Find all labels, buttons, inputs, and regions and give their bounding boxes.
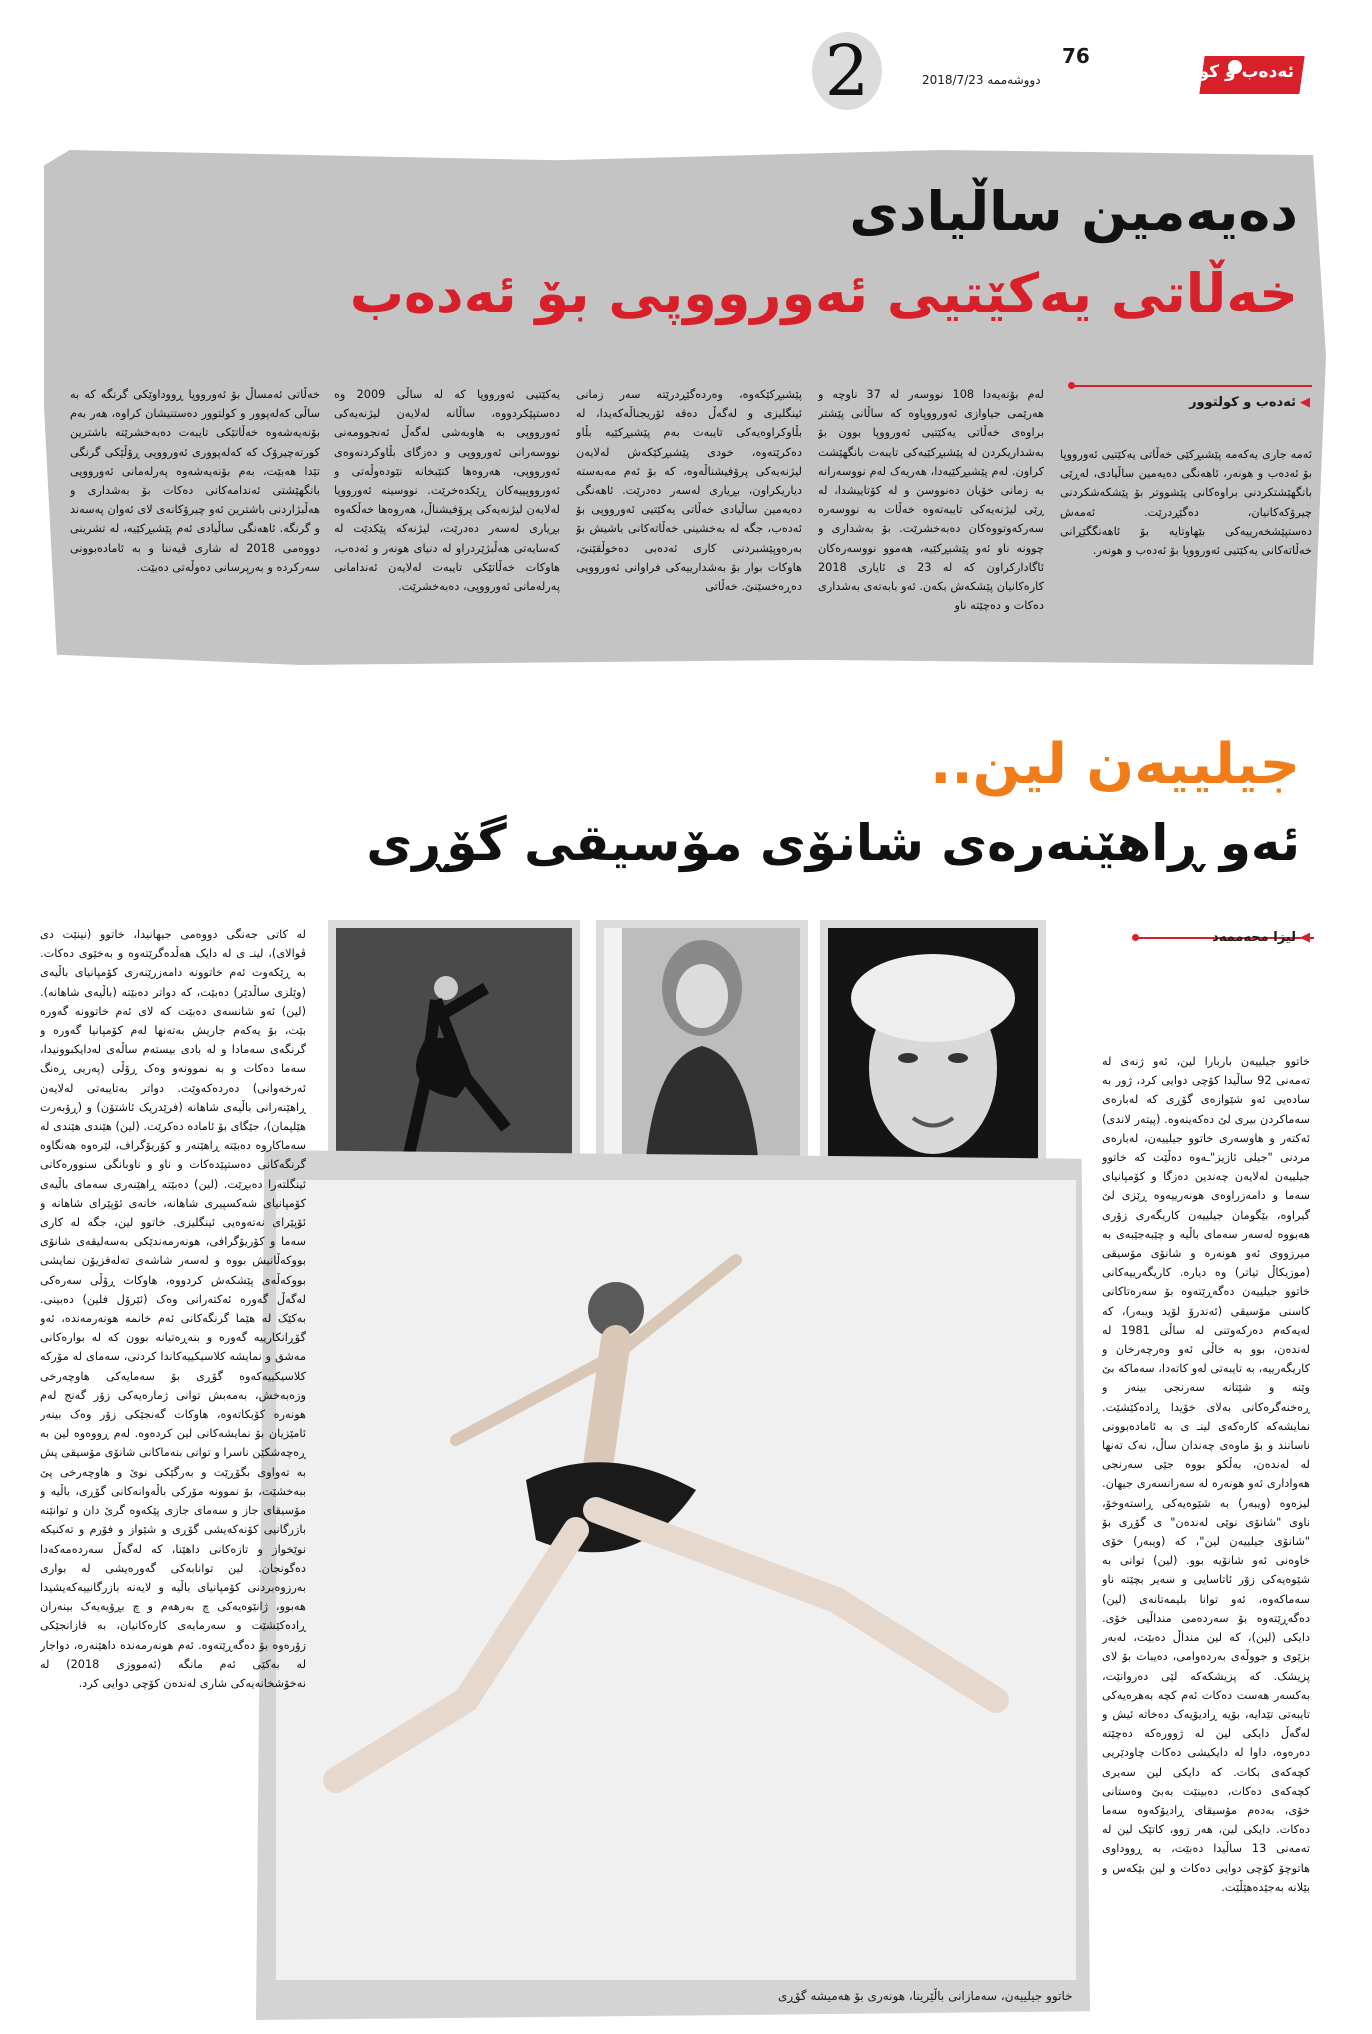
article1-column-1: ئەمە جاری یەکەمە پێشبڕکێی خەڵاتی یەکێتیی ئەورووپا بۆ ئەدەب و هونەر، ئاهەنگی دەیەمین ساڵیادی، لەڕێی بانگهێشتکردنی براوەکانی پێشووتر بۆ پێشکەشکردنی چیرۆکەکانیان، دەگێڕدرێت. ئەمەش دەستپێشخەرییەکی بێهاوتایە بۆ ئاهەنگگێڕانی خەڵاتەکانی یەکێتیی ئەورووپا بۆ ئەدەب و هونەر. xyxy=(1060,448,1312,558)
article1-column-3: پێشبڕکێکەوە، وەردەگێڕدرێتە سەر زمانی ئینگلیزی و لەگەڵ دەقە ئۆریجناڵەکەیدا، لە بڵاوکراوەیەکی تایبەت بەم پێشبڕکێیە بڵاو دەکرێتەوە، خودی پێشبڕکێکەش لەلایەن لیژنەیەکی پرۆفیشناڵەوە، کە بۆ ئەم مەبەستە دیاریکراون، بڕیاری لەسەر دەدرێت. ئاهەنگی دەیەمین ساڵیادی خەڵاتی یەکێتیی ئەورووپی بۆ ئەدەب، جگە لە بەخشینی خەڵاتەکانی باشیش بۆ بەرەوپێشبردنی کاری ئەدەبی دەخوڵقێنێ، هاوکات بوار بۆ بەشدارییەکی فراوانی ئەورووپی دەڕەخسێنێ. خەڵاتی xyxy=(576,388,802,594)
article1-byline-text: ئەدەب و کولتوور xyxy=(1189,395,1296,410)
woman-figure-icon xyxy=(604,928,800,1180)
dancer-photo-small xyxy=(336,928,572,1180)
article1-byline xyxy=(1189,395,1310,410)
article2-byline xyxy=(1212,930,1310,945)
byline-rule-dot-2 xyxy=(1132,934,1139,941)
byline-rule xyxy=(1072,385,1312,387)
article2-right-column: خاتوو جیلییەن باربارا لین، ئەو ژنەی لە تەمەنی 92 ساڵیدا کۆچی دوایی کرد، ژور بە سادەیی ئەو شێوازەی گۆڕی کە لەبارەی سەماکردن بیری لێ دەکەینەوە. (پیتەر لاندی) ئەکتەر و هاوسەری خاتوو جیلییەن، لەبارەی مردنی "جیلی ئازیز"ـەوە دەڵێت کە خاتوو جیلییەن لەلایەن چەندین دەزگا و کۆمپانیای سەما و دامەزراوەی هونەرییەوە ڕێزی لێ گیراوە، بێگومان جیلییەن کاریگەری زۆری هەبووە لەسەر سەمای باڵیە و چێبەجێبەی بە میرزووی ئەو هونەرە و شانۆی مۆسیقی (موزیکاڵ تیاتر) وە دیارە. کاریگەرییەکانی خاتوو جیلییەن دەگەڕێتەوە بۆ سەرەتاکانی کاسنی مۆسیقی (ئەندرۆ لۆید ویبەر)، کە لەیەکەم دەرکەوتنی لە ساڵی 1981 لە لەندەن، بوو بە خاڵی ئەو وەرچەرخان و کاریگەرییە، بە تایبەتی لەو کاتەدا، سەماکە بێ وێنە و شێتانە سەرنجی بینەر و ڕەخنەگرەکانی بەلای خۆیدا ڕادەکێشێت. نمایشەکە کارەکەی لینـ ی بە ئامادەبوونی ناسانند و بۆ ماوەی چەندان ساڵ، نەک تەنها لە لەندەن، بەڵکو بووە جێی سەرنجی هەواداری ئەو هونەرە لە سەرانسەری جیهان. لیزەوە (ویبەر) بە شێوەیەکی ڕاستەوخۆ، ناوی "شانۆی نوێی لەندەن" ی گۆڕی بۆ "شانۆی جیلییەن لین"، کە (ویبەر) خۆی خاوەنی ئەو شانۆیە بوو. (لین) توانی بە شێوەیەکی زۆر ئاتاسایی و سەیر بچێتە ناو سەماکەوە، ئەو توانا بلیمەتانەی (لین) دەگەڕێتەوە بۆ سەردەمی منداڵیی خۆی. دایکی (لین)، کە لین منداڵ دەبێت، لەبەر بزێوی و جووڵەی بەردەوامی، دەیبات بۆ لای پزیشک. کە پزیشکەکە لێی دەروانێت، بەکسەر هەست دەکات ئەم کچە بەهرەیەکی تایبەتی تێدایە، بۆیە ڕادیۆیەک دەخاتە ئیش و لەگەڵ دایکی لین لە ژوورەکە دەچێتە دەرەوە، داوا لە دایکیشی دەکات چاودێریی کچەکەی بکات. کە دایکی لین سەیری کچەکەی دەکات، دەبینێت بەبێ وەستانی خۆی، بەدەم مۆسیقای ڕادیۆکەوە سەما دەکات. دایکی لین، هەر زوو، کاتێک لین لە تەمەنی 13 ساڵیدا دەبێت، بە ڕووداوی هاتوچۆ کۆچی دوایی دەکات و لین بێکەس و بێلانە بەجێدەهێڵێت. xyxy=(1102,1055,1310,1894)
portrait-face-icon xyxy=(828,928,1038,1180)
triangle-icon: ◀ xyxy=(1300,930,1310,945)
article1-headline-line2: خەڵاتی یەکێتیی ئەورووپی بۆ ئەدەب xyxy=(349,262,1298,325)
portrait-photo-2 xyxy=(604,928,800,1180)
article1-column-4: یەکێتیی ئەورووپا کە لە ساڵی 2009 وە دەستپێکردووە، ساڵانە لەلایەن لیژنەیەکی ئەورووپی بە هاوبەشی لەگەڵ ئەنجوومەنی نووسەرانی ئەورووپی و دەزگای بڵاوکردنەوەی ئەورووپی، هەروەها کتێبخانە نێودەوڵەتی و ئەورووپییەکان ڕێکدەخرێت. نووسینە ئەورووپا لەلایەن لیژنەیەکی پرۆفیشناڵ، هەروەها خەڵکەوە بڕیاری لەسەر دەدرێت، لیژنەکە پێکدێت لە کەسایەتی هەڵبژێردراو لە دنیای هونەر و ئەدەب، هاوکات خەڵاتێکی تایبەت لەلایەن ئەندامانی پەرلەمانی ئەورووپی، دەبەخشرێت. xyxy=(334,388,560,594)
portrait-photo-1 xyxy=(828,928,1038,1180)
article2-byline-text: لیزا محەممەد xyxy=(1212,930,1296,945)
dancer-silhouette-icon xyxy=(336,928,572,1180)
section-page-number: 2 xyxy=(812,32,882,110)
article1-column-2: لەم بۆنەیەدا 108 نووسەر لە 37 ناوچە و هەرێمی جیاوازی ئەورووپاوە کە ساڵانی پێشتر براوەی خەڵاتی یەکێتیی ئەورووپا بوون بۆ بەشداریکردن لە پێشبڕکێیەکی تایبەت بانگهێشت کراون. لەم پێشبڕکێیەدا، هەریەک لەم نووسەرانە بە زمانی خۆیان دەنووسن و لە کۆتاییشدا، لە ڕێی لیژنەیەکی تایبەتەوە خەڵات بە نووسەرە سەرکەوتووەکان دەبەخشرێت. بۆ بەشداری و چوونە ناو ئەو پێشبڕکێیە، هەموو نووسەرەکان ئاگادارکراون کە لە 23 ی ئایاری 2018 کارەکانیان پێشکەش بکەن. ئەو بابەتەی بەشداری دەکات و دەچێتە ناو xyxy=(818,388,1044,613)
page-number: 76 xyxy=(1062,44,1090,68)
byline-rule-dot xyxy=(1068,382,1075,389)
article2-title-line2: ئەو ڕاهێنەرەی شانۆی مۆسیقی گۆڕی xyxy=(366,814,1300,872)
article1-column-5: خەڵاتی ئەمساڵ بۆ ئەورووپا ڕووداوێکی گرنگە کە بە ساڵی کەلەپوور و کولتوور دەستنیشان کراوە، هەر بەم بۆنەیەشەوە خەڵاتێکی تایبەت دەبەخشرێتە باشترین کورتەچیرۆک کە کەلەپووری ئەورووپی ڕۆڵێکی گرنگی تێدا هەبێت، بەم بۆنەیەشەوە پەرلەمانی ئەورووپی بانگهێشتی ئەندامەکانی دەکات بۆ بەشداری و هەڵبژاردنی باشترین ئەو چیرۆکانەی لای ئەوان پەسەند و گرنگە. ئاهەنگی ساڵیادی ئەم پێشبڕکێیە، لە تشرینی دووەمی 2018 لە شاری ڤیەننا و بە ئامادەبوونی سەرکردە و بەرپرسانی دەوڵەتی دەبێت. xyxy=(70,388,320,574)
triangle-icon: ◀ xyxy=(1300,395,1310,410)
ballerina-photo-large xyxy=(276,1180,1076,1980)
article2-title-line1: جیلییەن لین.. xyxy=(930,732,1300,797)
article1-headline-line1: دەیەمین ساڵیادی xyxy=(849,180,1298,243)
article2-left-column: لە کاتی جەنگی دووەمی جیهانیدا، خاتوو (نینێت دی ڤوالای)، لینـ ی لە دایک هەڵدەگرێتەوە و بەخێوی دەکات. بە ڕێکەوت ئەم خاتوونە دامەزرێنەری کۆمپانیای باڵیەی (وێلزی ساڵدێر) دەبێت، کە دواتر دەبێتە (باڵیەی شاهانە). (لین) ئەو شانسەی دەبێت کە لای ئەم خاتوونە گەورە بێت، بۆ یەکەم جاریش بەتەنها لەم کۆمپانیا گەورە و گرنگەی سەمادا و لە بادی بیستەم ساڵەی لەدایکبوونیدا، سەما دەکات و بە نموونەو وەک ڕۆڵی (پەریی ڕەنگ ئەرخەوانی) دەردەکەوێت. دواتر بەتایبەتی لەلایەن ڕاهێنەرانی باڵیەی شاهانە (فرێدریک ئاشتۆن) و (ڕۆبەرت هێلپمان)، جێگای بۆ ئامادە دەکرێت. (لین) هێندی هێندی لە سەماکاروە دەبێتە ڕاهێنەر و کۆریۆگراف، لێرەوە هەنگاوە گرنگەکانی دەستپێدەکات و ناو و ناوبانگی سنوورەکانی ئینگلتەرا دەبڕێت. (لین) دەبێتە ڕاهێنەری سەمای باڵیەی کۆمپانیای شەکسپیری شاهانە، خانەی ئۆپێرای شاهانە و ئۆپێرای نەتەوەیی ئینگلیزی. خاتوو لین، جگە لە کاری سەما و کۆریۆگرافی، هونەرمەندێکی بەسەلیقەی شانۆی بووکەڵانیش بووە و لەسەر شاشەی تەلەفزیۆن نمایشی بووکەڵەی پێشکەش کردووە، هاوکات ڕۆڵی سەرەکی لەگەڵ گەورە ئەکتەرانی وەک (ئێرۆل فلین) دەبینی. بەکێک لە هێما گرنگەکانی ئەم خانمە هونەرمەندە، ئەو گۆڕانکارییە گەورە و بنەڕەتیانە بوون کە لە بوارەکانی مەشق و نمایشە کلاسیکییەکاندا کردنی، سەمای لە مۆرکە کلاسیکییەکەوە گۆڕی بۆ سەمایەکی هاوچەرخی وزەبەخش، بەمەبش توانی ژمارەیەکی زۆر گەنج لەم هونەرە کۆبکاتەوە، هاوکات گەنجێکی زۆر وەک بینەر ئامێزیان بۆ نمایشەکانی لین کردەوە. لەم ڕووەوە لین بە ڕەچەشکێن ناسرا و توانی بنەماکانی شانۆی مۆسیقی پش بە تەواوی بگۆڕێت و بەرگێکی نوێ و هاوچەرخی پێ ببەخشێت، بۆ نموونە مۆرکی باڵەوانەکانی گۆڕی، باڵیە و مۆسیقای جاز و سەمای جازی پێکەوە گرێ دان و توانێنە بازرگانیی کۆنەکەیشی گۆڕی و شێواز و فۆرم و تەکنیکە نوێخواز و تازەکانی داهێنا، کە لەگەڵ سەردەمەکەدا دەگونجان. لین توانابەکی گەورەیشی لە بواری بەرزوەبردنی کۆمپانیای باڵیە و لایەنە بازرگانییەکەیشیدا هەبوو، ژانێوەیەکی چ بەرهەم و چ بڕۆیەیەک بینەران ڕادەکێشێت و سەرمایەی کارەکانیان، بە قازانجێکی زۆرەوە بۆ دەگەڕێتەوە. ئەم هونەرمەندە داهێنەرە، دواجار لە بەکێی ئەم مانگە (ئەمووزی 2018) لە نەخۆشخانەیەکی شاری لەندەن کۆچی دوایی کرد. xyxy=(40,928,306,1690)
masthead-logo: ئەدەب و کولتوور xyxy=(1154,62,1294,82)
photo-caption: خاتوو جیلییەن، سەمازانی باڵێرینا، هونەری بۆ هەمیشە گۆڕی xyxy=(778,1989,1073,2003)
issue-date: دووشەممە 2018/7/23 xyxy=(922,73,1041,87)
ballerina-leap-icon xyxy=(276,1180,1076,1980)
